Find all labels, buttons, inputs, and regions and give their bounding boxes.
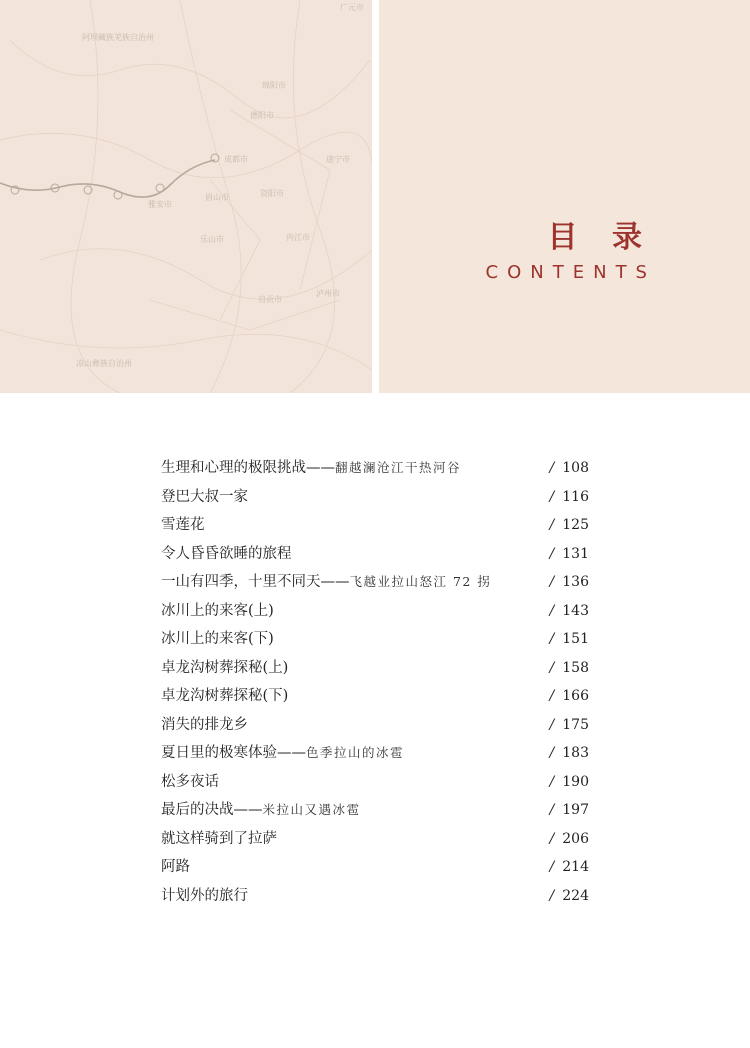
toc-entry[interactable] [161, 853, 591, 882]
toc-entry-dash: —— [320, 574, 350, 590]
toc-entry-title: 雪莲花 [161, 517, 205, 533]
map-label: 雅安市 [148, 200, 172, 209]
page-number: 183 [562, 745, 589, 761]
map-image [0, 0, 372, 393]
page-separator: / [549, 887, 555, 904]
toc-entry-title: 登巴大叔一家 [161, 488, 248, 505]
toc-entry[interactable] [161, 882, 591, 911]
toc-entry-subtitle: 翻越澜沧江干热河谷 [335, 460, 462, 475]
page-number: 214 [562, 859, 589, 875]
toc-entry[interactable] [161, 597, 591, 626]
toc-entry-title: 松多夜话 [161, 773, 219, 790]
page-separator: / [549, 545, 555, 562]
toc-entry-page [550, 654, 589, 683]
toc-entry[interactable] [161, 568, 591, 597]
toc-entry-page [550, 540, 589, 569]
toc-entry[interactable] [161, 625, 591, 654]
toc-entry-title: 令人昏昏欲睡的旅程 [161, 545, 292, 562]
page-number: 190 [562, 773, 589, 790]
toc-entry-dash: —— [233, 802, 263, 818]
toc-entry-page [550, 568, 589, 597]
toc-entry-title: 生理和心理的极限挑战 [161, 460, 306, 476]
toc-entry-page [550, 511, 589, 540]
page-separator: / [549, 745, 555, 761]
page-number: 197 [562, 802, 589, 818]
toc-entry[interactable] [161, 796, 591, 825]
page-separator: / [549, 460, 555, 476]
toc-entry-title: 就这样骑到了拉萨 [161, 830, 277, 847]
toc-entry-title: 计划外的旅行 [161, 887, 248, 904]
toc-entry-page [550, 483, 589, 512]
page-number: 131 [562, 545, 589, 562]
toc-entry-page [550, 825, 589, 854]
toc-entry-page [550, 711, 589, 740]
page-separator: / [549, 716, 555, 733]
toc-entry[interactable] [161, 739, 591, 768]
page-title-english: CONTENTS [485, 262, 656, 283]
page-number: 125 [562, 517, 589, 533]
page-separator: / [549, 688, 555, 704]
toc-entry-dash: —— [306, 460, 335, 476]
page-separator: / [549, 488, 555, 505]
page-number: 136 [562, 574, 589, 590]
map-label: 德阳市 [250, 111, 274, 120]
map-label: 泸州市 [316, 289, 340, 298]
table-of-contents [161, 454, 591, 910]
toc-entry-page [550, 882, 589, 911]
page-number: 158 [562, 659, 589, 676]
page-number: 143 [562, 602, 589, 619]
toc-entry[interactable] [161, 483, 591, 512]
toc-entry-page [550, 739, 589, 768]
toc-entry[interactable] [161, 540, 591, 569]
toc-entry-subtitle: 飞越业拉山怒江 72 拐 [349, 574, 492, 589]
map-label: 凉山彝族自治州 [76, 359, 132, 368]
toc-entry-page [550, 454, 589, 483]
page-separator: / [549, 631, 555, 647]
page-separator: / [549, 574, 555, 590]
map-label: 自贡市 [258, 295, 282, 304]
map-label: 遂宁市 [326, 155, 350, 164]
toc-entry-page [550, 625, 589, 654]
toc-entry[interactable] [161, 682, 591, 711]
toc-entry-page [550, 796, 589, 825]
page-number: 224 [562, 887, 589, 904]
toc-entry[interactable] [161, 711, 591, 740]
toc-entry[interactable] [161, 654, 591, 683]
page-number: 166 [562, 688, 589, 704]
page-number: 151 [562, 631, 589, 647]
toc-entry[interactable] [161, 511, 591, 540]
toc-entry-subtitle: 色季拉山的冰雹 [306, 745, 405, 760]
toc-entry-title: 一山有四季，十里不同天 [161, 574, 321, 590]
map-label: 乐山市 [200, 235, 224, 244]
map-illustration [0, 0, 372, 393]
map-label: 广元市 [340, 3, 364, 12]
page-separator: / [549, 859, 555, 875]
toc-entry-title: 冰川上的来客(上) [161, 602, 274, 619]
page-separator: / [549, 659, 555, 676]
toc-entry-page [550, 853, 589, 882]
page-separator: / [549, 830, 555, 847]
toc-entry-title: 阿路 [161, 859, 190, 875]
toc-entry-title: 卓龙沟树葬探秘(上) [161, 659, 289, 676]
toc-entry-title: 卓龙沟树葬探秘(下) [161, 688, 289, 704]
map-label: 绵阳市 [262, 81, 286, 90]
page-separator: / [549, 602, 555, 619]
toc-entry-title: 最后的决战 [161, 802, 234, 818]
toc-entry-title: 夏日里的极寒体验 [161, 745, 277, 761]
map-label: 眉山市 [205, 193, 229, 202]
page-separator: / [549, 773, 555, 790]
toc-entry-title: 冰川上的来客(下) [161, 631, 274, 647]
page-number: 116 [562, 488, 589, 505]
page-number: 206 [562, 830, 589, 847]
toc-entry[interactable] [161, 825, 591, 854]
map-label: 成都市 [224, 155, 248, 164]
title-panel [379, 0, 750, 393]
page-number: 175 [562, 716, 589, 733]
toc-entry-page [550, 768, 589, 797]
map-label: 阿坝藏族羌族自治州 [82, 33, 154, 42]
toc-entry-subtitle: 米拉山又遇冰雹 [262, 802, 361, 817]
toc-entry-dash: —— [277, 745, 306, 761]
page-number: 108 [562, 460, 589, 476]
route-line [0, 160, 215, 197]
page-separator: / [549, 802, 555, 818]
toc-entry[interactable] [161, 768, 591, 797]
map-label: 内江市 [286, 233, 310, 242]
toc-entry[interactable] [161, 454, 591, 483]
page-separator: / [549, 517, 555, 533]
toc-entry-title: 消失的排龙乡 [161, 716, 248, 733]
map-label: 资阳市 [260, 189, 284, 198]
page-title: 目 录 [547, 220, 654, 255]
toc-entry-page [550, 597, 589, 626]
toc-entry-page [550, 682, 589, 711]
